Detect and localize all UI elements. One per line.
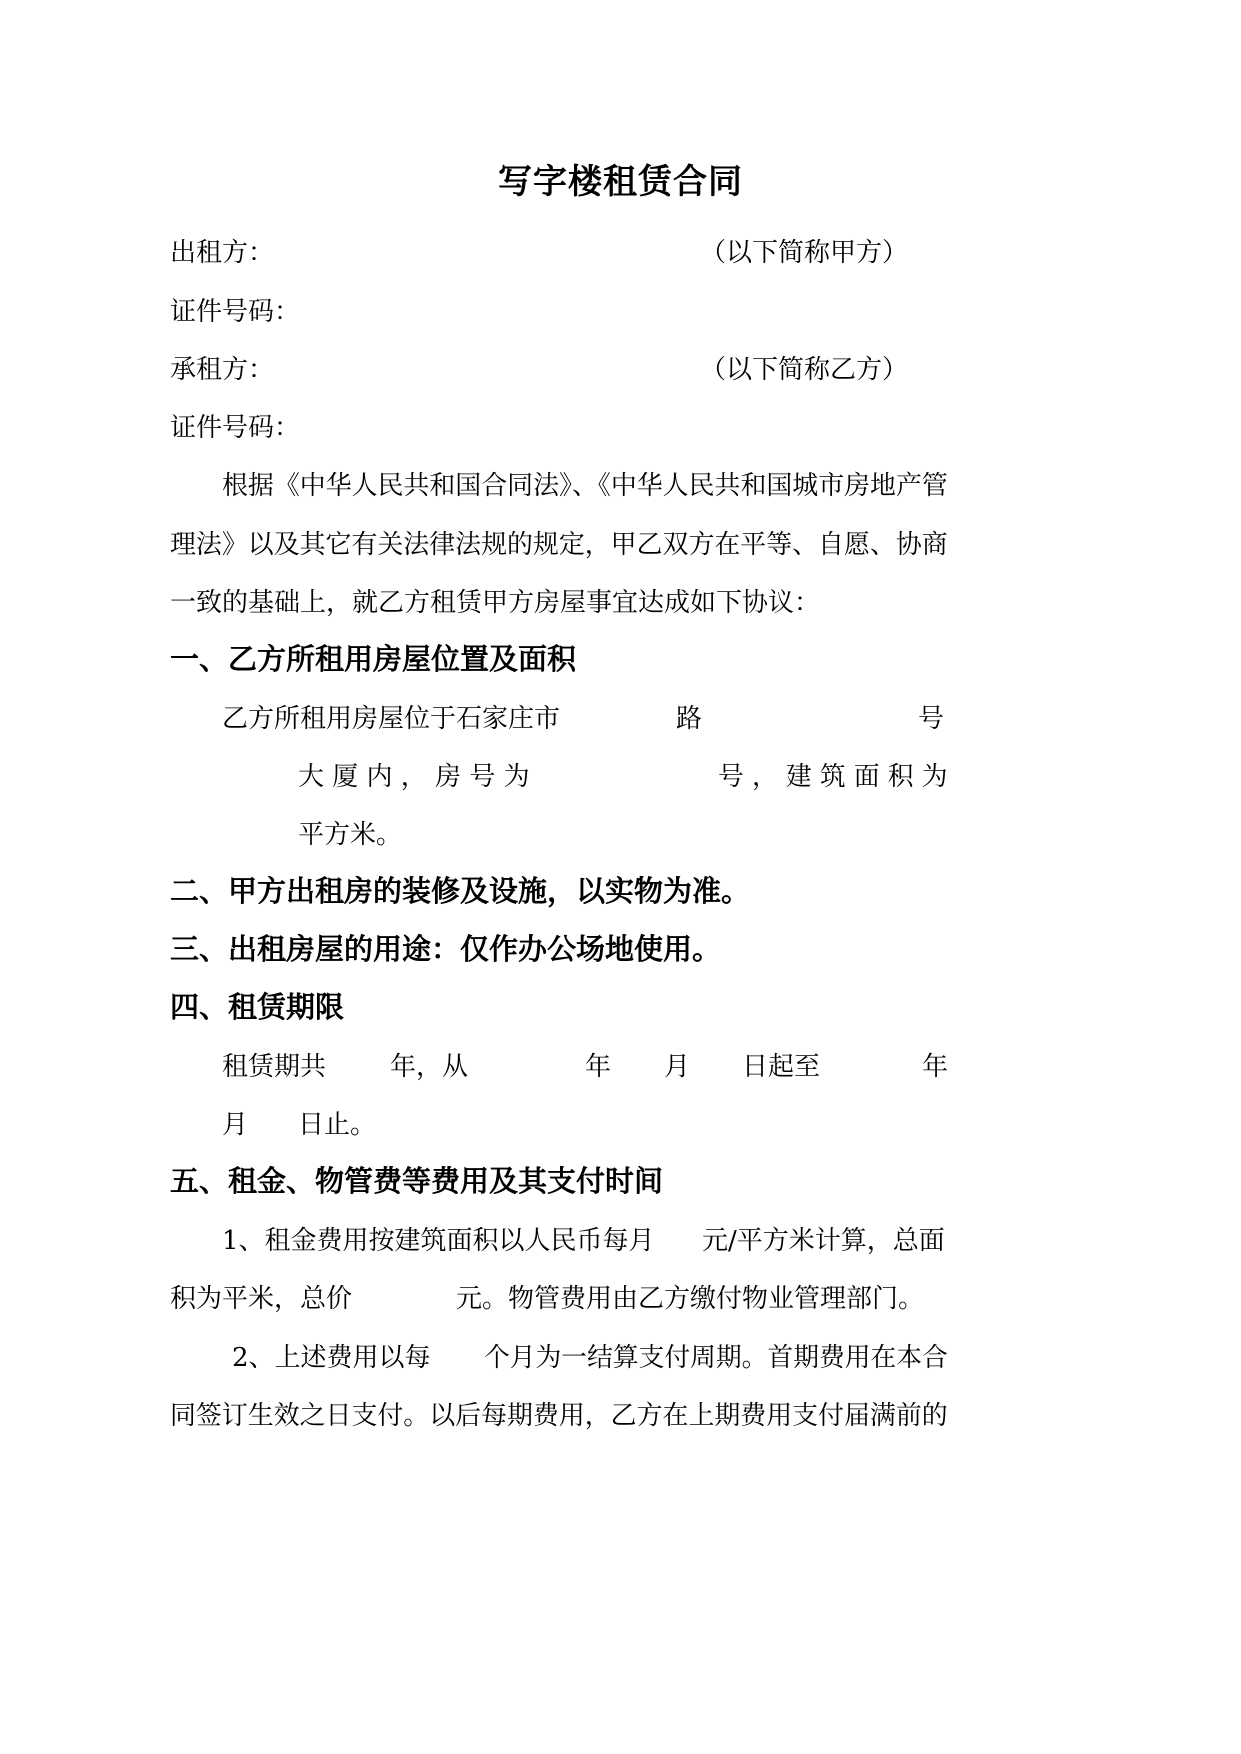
intro-line-2: 理法》以及其它有关法律法规的规定，甲乙双方在平等、自愿、协商 — [170, 530, 948, 560]
section-5-heading: 五、租金、物管费等费用及其支付时间 — [170, 1164, 664, 1198]
section-4-line-1a: 租赁期共 — [222, 1052, 327, 1082]
section-5-item-2-line-1a: 2、上述费用以每 — [232, 1343, 431, 1373]
lessee-suffix: （以下简称乙方） — [700, 355, 909, 385]
section-5-item-1-line-1b: 元/平方米计算，总面 — [702, 1226, 945, 1256]
section-2-heading: 二、甲方出租房的装修及设施，以实物为准。 — [170, 874, 751, 908]
lessor-label: 出租方： — [170, 238, 275, 268]
section-1-line-1b: 路 — [676, 704, 703, 734]
section-4-line-1d: 月 — [664, 1052, 691, 1082]
page-title: 写字楼租赁合同 — [498, 162, 743, 202]
lessor-suffix: （以下简称甲方） — [700, 238, 909, 268]
section-4-line-1e: 日起至 — [742, 1052, 821, 1082]
section-1-line-2a: 大 厦 内 ， 房 号 为 — [298, 762, 530, 792]
section-5-item-2-line-2: 同签订生效之日支付。以后每期费用，乙方在上期费用支付届满前的 — [170, 1401, 948, 1431]
section-5-item-2-line-1b: 个月为一结算支付周期。首期费用在本合 — [484, 1343, 948, 1373]
lessor-id-label: 证件号码： — [170, 297, 301, 327]
section-4-line-2a: 月 — [222, 1110, 249, 1140]
section-4-line-1f: 年 — [922, 1052, 949, 1082]
section-1-line-1c: 号 — [918, 704, 945, 734]
intro-line-1: 根据《中华人民共和国合同法》、《中华人民共和国城市房地产管 — [222, 471, 948, 501]
section-5-item-1-line-2a: 积为平米，总价 — [170, 1284, 353, 1314]
section-5-item-1-line-2b: 元。物管费用由乙方缴付物业管理部门。 — [456, 1284, 925, 1314]
section-1-line-1a: 乙方所租用房屋位于石家庄市 — [222, 704, 561, 734]
section-1-line-3: 平方米。 — [298, 820, 403, 850]
lessee-id-label: 证件号码： — [170, 413, 301, 443]
lessee-label: 承租方： — [170, 355, 275, 385]
section-4-line-1c: 年 — [585, 1052, 612, 1082]
intro-line-3: 一致的基础上，就乙方租赁甲方房屋事宜达成如下协议： — [170, 588, 821, 618]
section-4-heading: 四、租赁期限 — [170, 990, 345, 1024]
section-4-line-1b: 年，从 — [390, 1052, 469, 1082]
section-4-line-2b: 日止。 — [298, 1110, 377, 1140]
section-5-item-1-line-1a: 1、租金费用按建筑面积以人民币每月 — [222, 1226, 655, 1256]
section-1-heading: 一、乙方所租用房屋位置及面积 — [170, 642, 577, 676]
section-3-heading: 三、出租房屋的用途：仅作办公场地使用。 — [170, 932, 722, 966]
section-1-line-2b: 号 ， 建 筑 面 积 为 — [718, 762, 948, 792]
